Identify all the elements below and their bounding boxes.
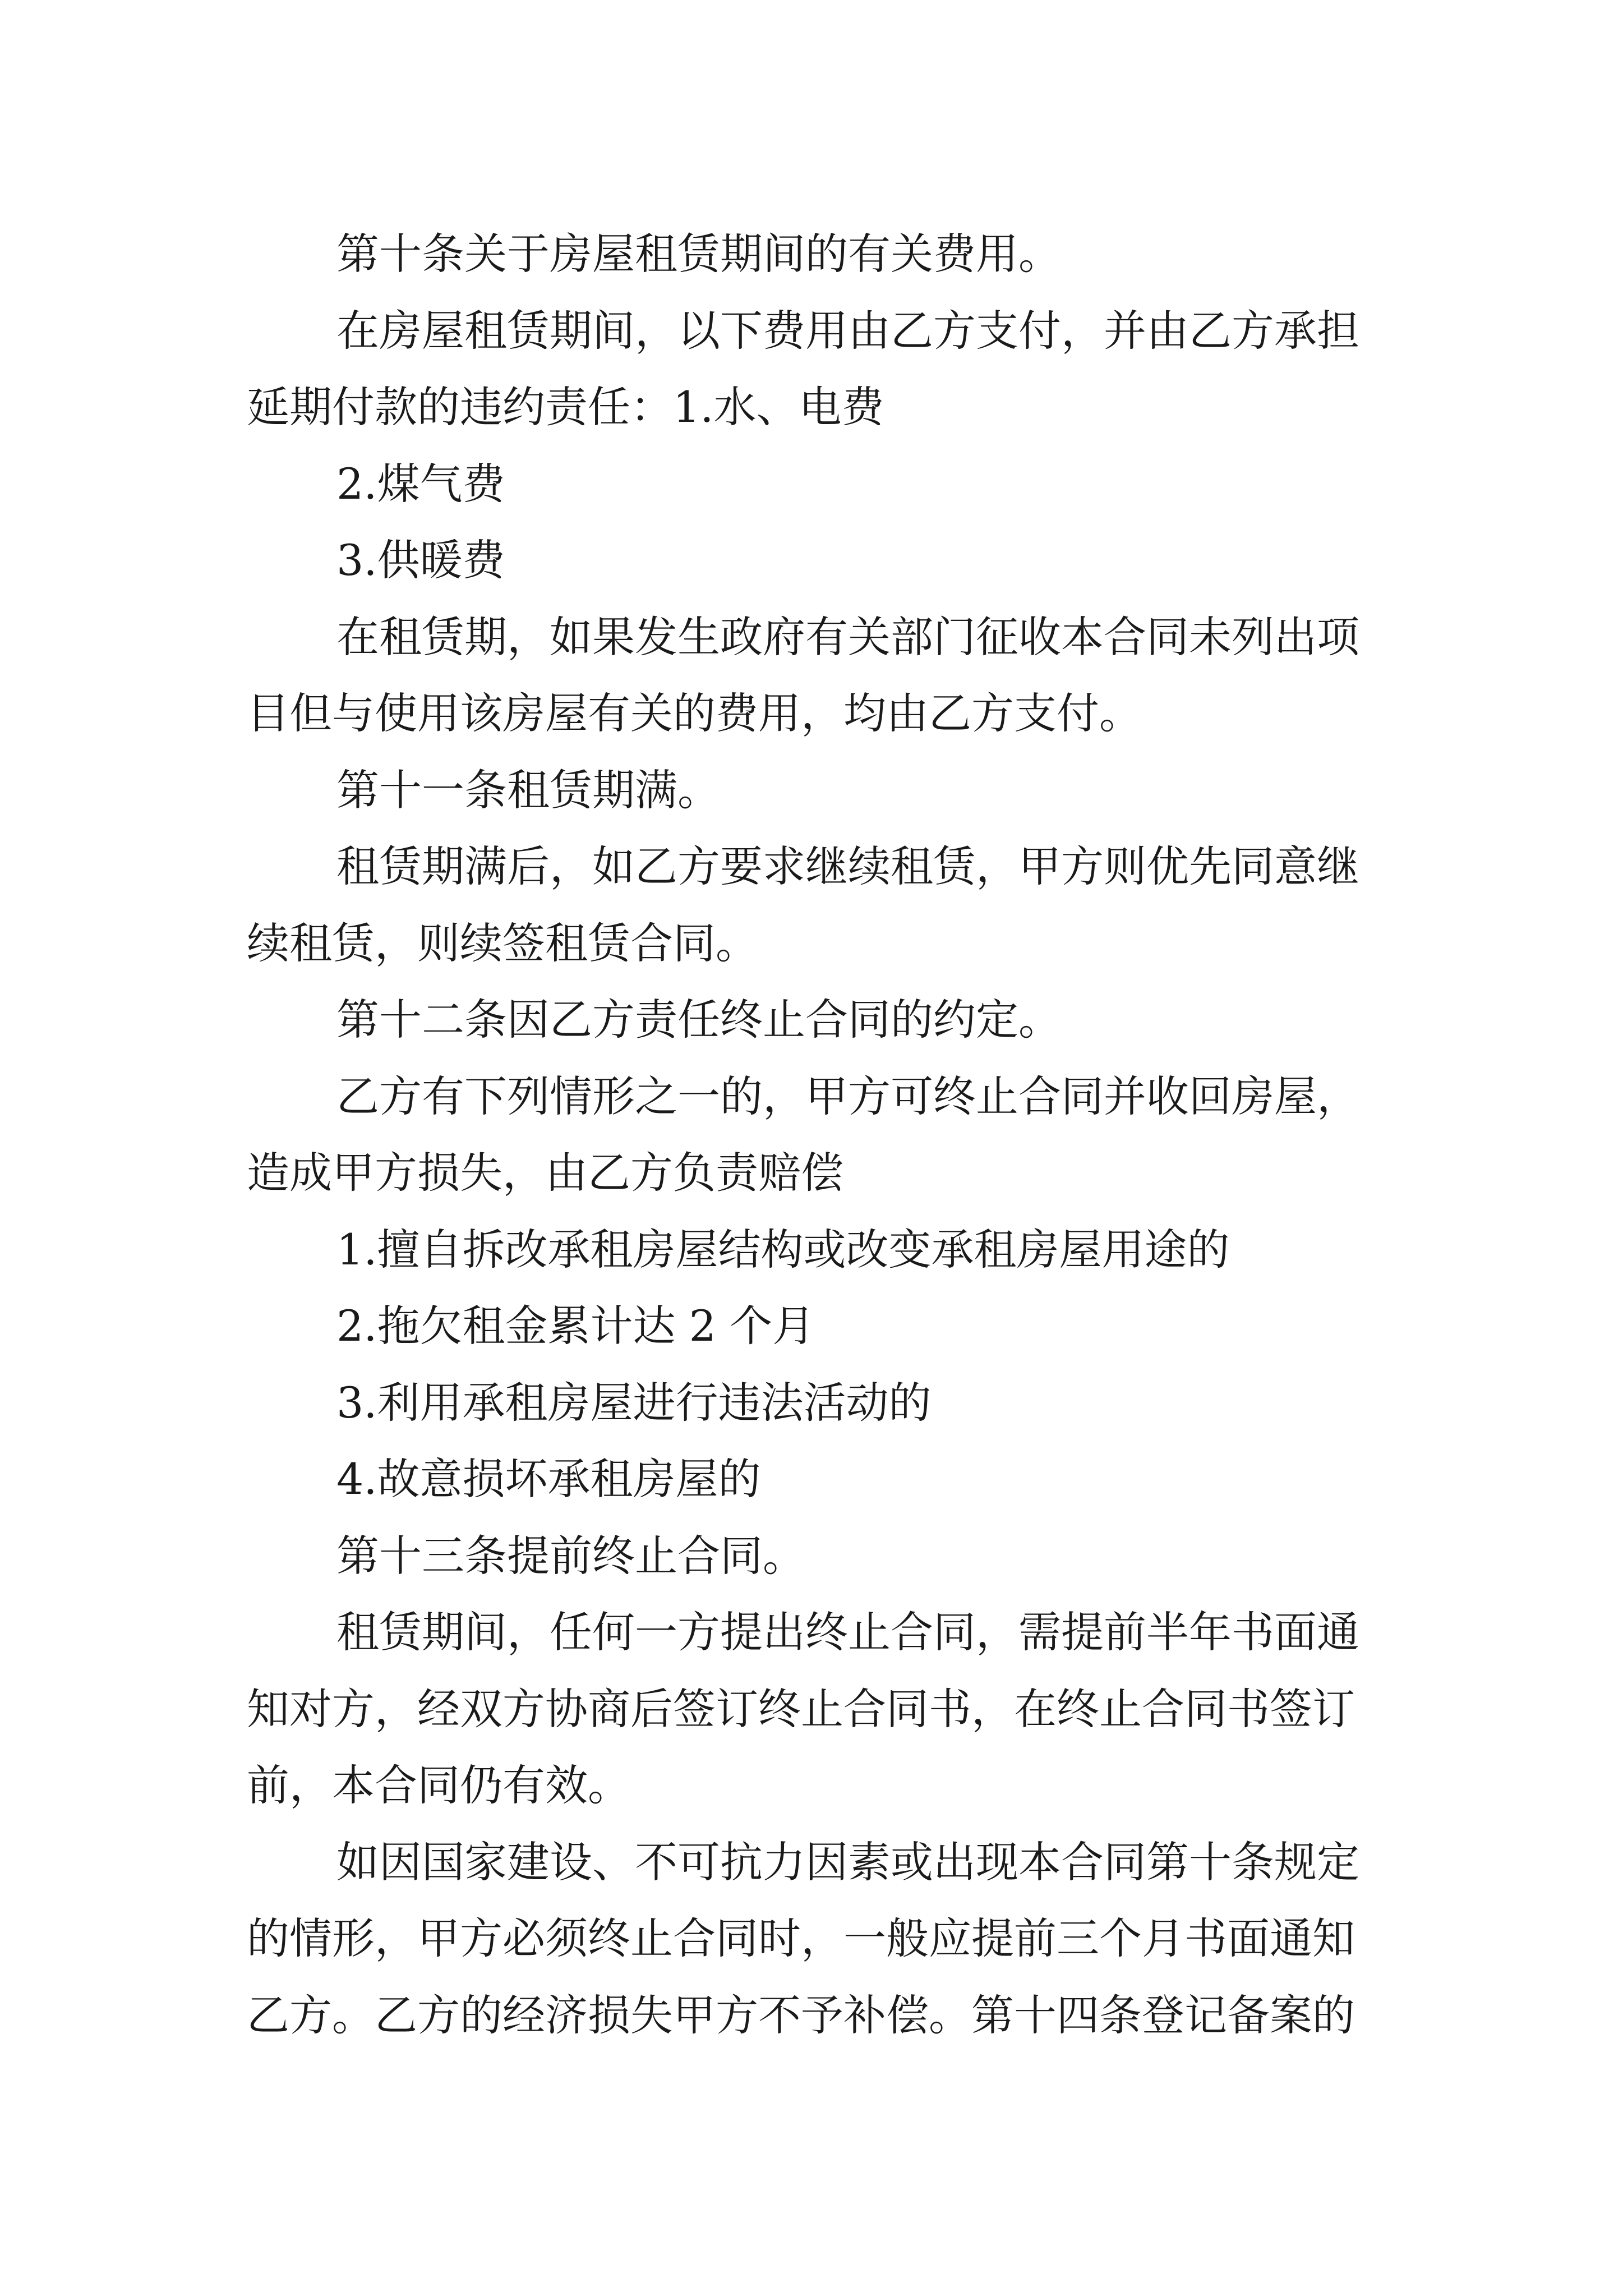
text-line: 租赁期满后，如乙方要求继续租赁，甲方则优先同意继 [336, 841, 1359, 891]
text-line: 租赁期间，任何一方提出终止合同，需提前半年书面通 [336, 1607, 1359, 1657]
text-line: 3.利用承租房屋进行违法活动的 [336, 1377, 932, 1428]
text-line: 在租赁期，如果发生政府有关部门征收本合同未列出项 [336, 611, 1359, 662]
text-line: 第十条关于房屋租赁期间的有关费用。 [336, 229, 1061, 279]
text-line: 如因国家建设、不可抗力因素或出现本合同第十条规定 [336, 1837, 1359, 1887]
text-line: 3.供暖费 [336, 535, 505, 585]
text-line: 2.拖欠租金累计达 2 个月 [336, 1301, 815, 1351]
text-line: 第十三条提前终止合同。 [336, 1530, 805, 1581]
text-line: 造成甲方损失，由乙方负责赔偿 [247, 1148, 843, 1198]
text-line: 第十一条租赁期满。 [336, 765, 720, 815]
text-line: 的情形，甲方必须终止合同时，一般应提前三个月书面通知 [247, 1913, 1355, 1963]
text-line: 延期付款的违约责任：1.水、电费 [247, 382, 884, 432]
text-line: 乙方有下列情形之一的，甲方可终止合同并收回房屋， [336, 1071, 1359, 1121]
text-line: 知对方，经双方协商后签订终止合同书，在终止合同书签订 [247, 1683, 1355, 1734]
document-body [247, 216, 1424, 2054]
text-line: 2.煤气费 [336, 458, 505, 509]
text-line: 1.擅自拆改承租房屋结构或改变承租房屋用途的 [336, 1224, 1230, 1274]
text-line: 续租赁，则续签租赁合同。 [247, 918, 758, 968]
text-line: 目但与使用该房屋有关的费用，均由乙方支付。 [247, 688, 1142, 738]
text-line: 在房屋租赁期间，以下费用由乙方支付，并由乙方承担 [336, 305, 1359, 356]
text-line: 第十二条因乙方责任终止合同的约定。 [336, 995, 1061, 1045]
text-line: 乙方。乙方的经济损失甲方不予补偿。第十四条登记备案的 [247, 1990, 1355, 2040]
text-line: 4.故意损坏承租房屋的 [336, 1454, 761, 1504]
text-line: 前，本合同仍有效。 [247, 1760, 630, 1810]
